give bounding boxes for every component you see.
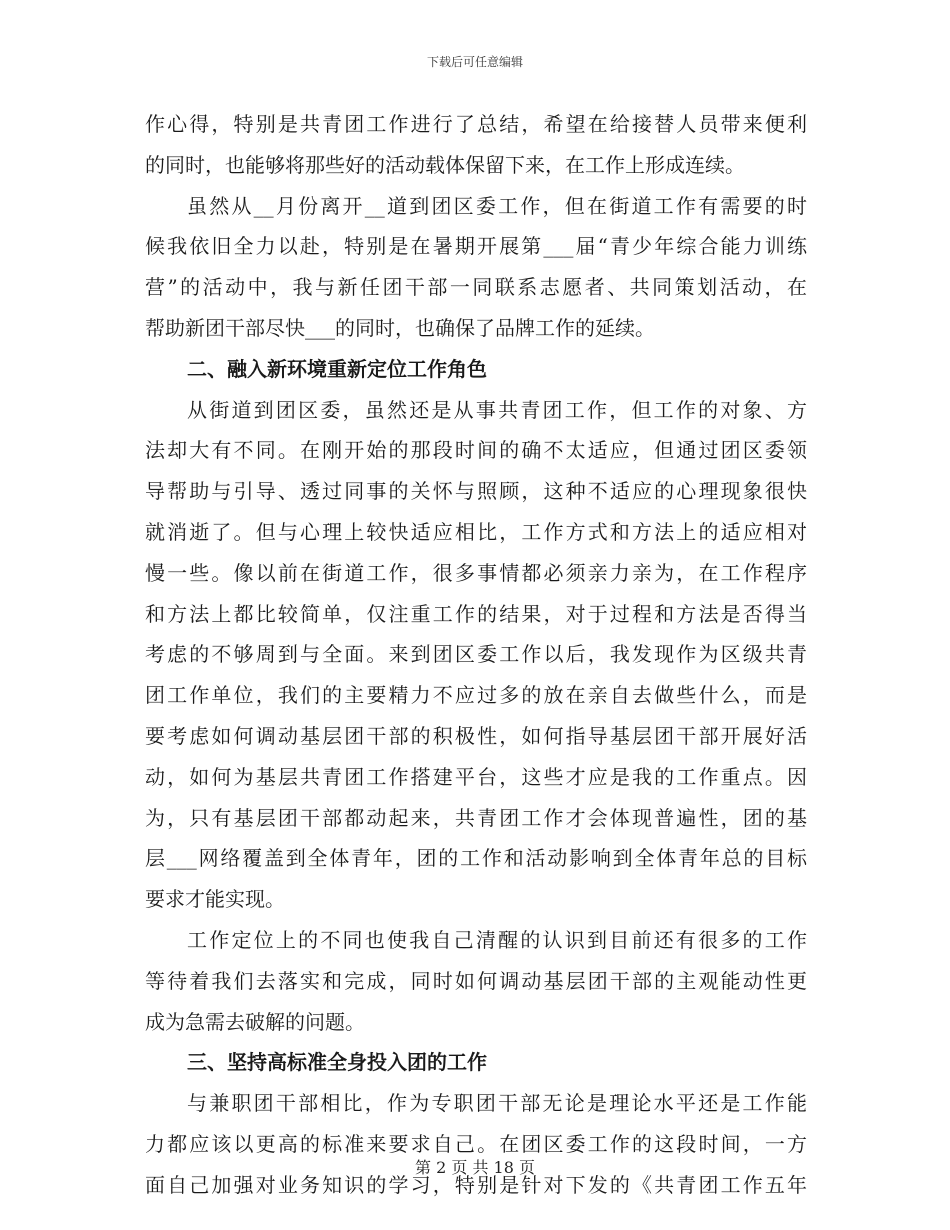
text-line: 等待着我们去落实和完成，同时如何调动基层团干部的主观能动性更 xyxy=(145,968,807,993)
section-heading: 二、融入新环境重新定位工作角色 xyxy=(187,356,487,381)
text-line: 营”的活动中，我与新任团干部一同联系志愿者、共同策划活动，在 xyxy=(145,275,807,300)
text-line: 力都应该以更高的标准来要求自己。在团区委工作的这段时间，一方 xyxy=(145,1131,807,1156)
text-line: 的同时，也能够将那些好的活动载体保留下来，在工作上形成连续。 xyxy=(145,152,745,177)
text-line: 作心得，特别是共青团工作进行了总结，希望在给接替人员带来便利 xyxy=(145,112,807,136)
text-line: 与兼职团干部相比，作为专职团干部无论是理论水平还是工作能 xyxy=(187,1091,807,1116)
text-line: 考虑的不够周到与全面。来到团区委工作以后，我发现作为区级共青 xyxy=(145,642,807,667)
text-line: 动，如何为基层共青团工作搭建平台，这些才应是我的工作重点。因 xyxy=(145,764,807,789)
text-line: 候我依旧全力以赴，特别是在暑期开展第___届“青少年综合能力训练 xyxy=(145,234,807,259)
text-line: 帮助新团干部尽快___的同时，也确保了品牌工作的延续。 xyxy=(145,315,655,340)
text-line: 虽然从__月份离开__道到团区委工作，但在街道工作有需要的时 xyxy=(187,193,807,218)
text-line: 面自己加强对业务知识的学习，特别是针对下发的《共青团工作五年 xyxy=(145,1172,807,1197)
text-line: 为，只有基层团干部都动起来，共青团工作才会体现普遍性，团的基 xyxy=(145,805,807,830)
text-line: 和方法上都比较简单，仅注重工作的结果，对于过程和方法是否得当 xyxy=(145,601,807,626)
text-line: 工作定位上的不同也使我自己清醒的认识到目前还有很多的工作 xyxy=(187,927,807,952)
text-line: 从街道到团区委，虽然还是从事共青团工作，但工作的对象、方 xyxy=(187,397,807,422)
page-footer: 第 2 页 共 18 页 xyxy=(415,1158,535,1177)
page-header: 下载后可任意编辑 xyxy=(426,55,523,69)
text-line: 层___网络覆盖到全体青年，团的工作和活动影响到全体青年总的目标 xyxy=(145,846,807,871)
document-body xyxy=(145,104,807,1206)
text-line: 导帮助与引导、透过同事的关怀与照顾，这种不适应的心理现象很快 xyxy=(145,479,807,504)
text-line: 要求才能实现。 xyxy=(145,887,285,912)
text-line: 法却大有不同。在刚开始的那段时间的确不太适应，但通过团区委领 xyxy=(145,438,807,463)
section-heading: 三、坚持高标准全身投入团的工作 xyxy=(187,1050,487,1075)
text-line: 要考虑如何调动基层团干部的积极性，如何指导基层团干部开展好活 xyxy=(145,723,807,748)
text-line: 慢一些。像以前在街道工作，很多事情都必须亲力亲为，在工作程序 xyxy=(145,560,807,585)
text-line: 就消逝了。但与心理上较快适应相比，工作方式和方法上的适应相对 xyxy=(145,519,807,544)
text-line: 团工作单位，我们的主要精力不应过多的放在亲自去做些什么，而是 xyxy=(145,683,807,708)
text-line: 成为急需去破解的问题。 xyxy=(145,1009,365,1034)
